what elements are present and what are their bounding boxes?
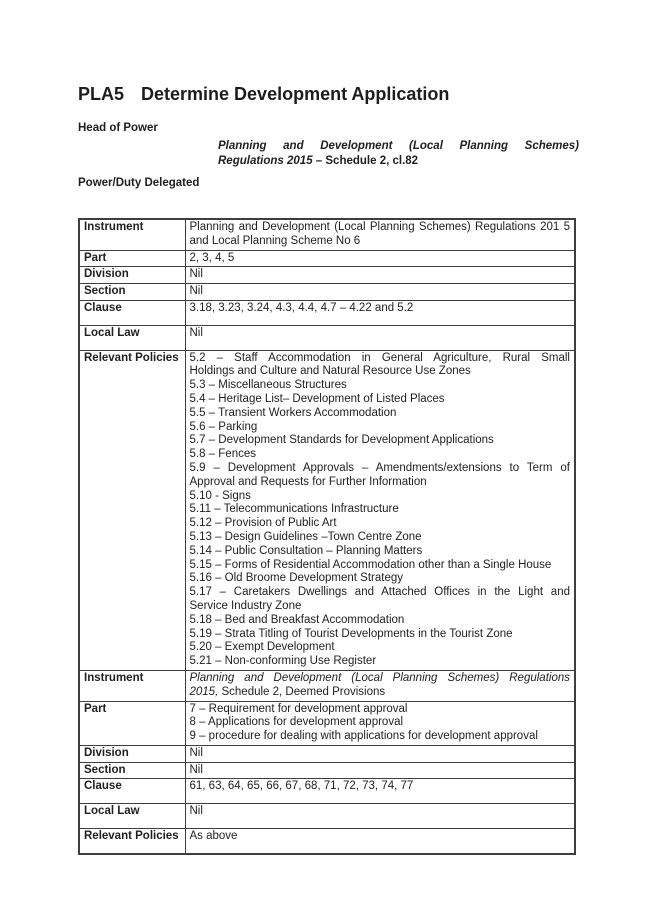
row-label: Relevant Policies [79, 350, 185, 670]
text-segment: 3.18, 3.23, 3.24, 4.3, 4.4, 4.7 – 4.22 and 5.2 [189, 301, 414, 314]
text-line [190, 672, 571, 686]
text-line [190, 302, 571, 316]
row-value [185, 745, 575, 762]
text-line [190, 641, 571, 655]
row-label: Instrument [79, 670, 185, 701]
text-segment: Nil [189, 268, 203, 281]
text-line [190, 407, 571, 421]
table-row [79, 701, 575, 745]
text-segment: 5.15 – Forms of Residential Accommodation other than a Single House [189, 558, 552, 571]
row-label: Part [79, 701, 185, 745]
text-segment: 9 – procedure for dealing with applications for development approval [189, 730, 538, 743]
text-line [190, 462, 571, 476]
text-line [190, 503, 571, 517]
row-label: Local Law [79, 804, 185, 829]
row-label: Clause [79, 779, 185, 804]
row-label: Division [79, 267, 185, 284]
text-segment: 5.20 – Exempt Development [189, 641, 335, 654]
table-row [79, 250, 575, 267]
row-label: Clause [79, 300, 185, 325]
blank-line [190, 316, 571, 324]
text-line [190, 805, 571, 819]
row-label: Section [79, 284, 185, 301]
table-row [79, 350, 575, 670]
text-line [190, 490, 571, 504]
table-row [79, 779, 575, 804]
text-line [190, 572, 571, 586]
row-value [185, 219, 575, 250]
blank-line [190, 844, 571, 852]
text-segment: 5.11 – Telecommunications Infrastructure [189, 503, 399, 516]
text-segment: 8 – Applications for development approval [189, 716, 404, 729]
text-line [190, 780, 571, 794]
procedure-title: Determine Development Application [141, 84, 450, 104]
row-label: Relevant Policies [79, 829, 185, 854]
text-segment: Nil [189, 326, 203, 339]
text-segment: 2015, [189, 685, 219, 698]
text-line [190, 379, 571, 393]
text-line [190, 393, 571, 407]
text-segment: 5.18 – Bed and Breakfast Accommodation [189, 613, 405, 626]
text-line [218, 154, 579, 169]
text-line [190, 830, 571, 844]
blank-line [190, 819, 571, 827]
text-segment: 5.21 – Non-conforming Use Register [189, 655, 377, 668]
text-segment: 5.7 – Development Standards for Development Applications [189, 434, 494, 447]
text-line [190, 586, 571, 600]
row-value [185, 325, 575, 350]
text-segment: 5.16 – Old Broome Development Strategy [189, 572, 404, 585]
text-line [190, 545, 571, 559]
row-value [185, 670, 575, 701]
power-duty-delegated-label: Power/Duty Delegated [78, 177, 200, 189]
text-segment: 5.3 – Miscellaneous Structures [189, 379, 347, 392]
row-value [185, 250, 575, 267]
table-row [79, 804, 575, 829]
text-segment: 5.17 – Caretakers Dwellings and Attached Offices in the Light and [189, 586, 570, 599]
row-value [185, 804, 575, 829]
row-value [185, 350, 575, 670]
row-label: Instrument [79, 219, 185, 250]
text-line [190, 365, 571, 379]
text-segment: – Schedule 2, cl.82 [312, 155, 419, 167]
text-line [190, 655, 571, 669]
table-row [79, 745, 575, 762]
text-segment: 5.13 – Design Guidelines –Town Centre Zone [189, 530, 422, 543]
text-segment: 5.8 – Fences [189, 448, 256, 461]
delegation-table [78, 218, 576, 855]
row-label: Section [79, 762, 185, 779]
table-row [79, 300, 575, 325]
text-line [190, 600, 571, 614]
text-line [190, 614, 571, 628]
text-line [190, 559, 571, 573]
text-segment: As above [189, 830, 238, 843]
text-line [190, 421, 571, 435]
text-segment: Service Industry Zone [189, 599, 302, 612]
table-row [79, 325, 575, 350]
text-line [190, 531, 571, 545]
text-line [190, 252, 571, 266]
text-segment: 5.4 – Heritage List– Development of Listed Places [189, 392, 445, 405]
text-line [190, 285, 571, 299]
row-label: Division [79, 745, 185, 762]
table-row [79, 284, 575, 301]
text-line [190, 476, 571, 490]
blank-line [190, 341, 571, 349]
table-row [79, 219, 575, 250]
row-value [185, 829, 575, 854]
text-segment: Planning and Development (Local Planning Schemes) [218, 140, 579, 152]
text-line [190, 628, 571, 642]
blank-line [190, 794, 571, 802]
text-segment: 7 – Requirement for development approval [189, 702, 408, 715]
row-value [185, 779, 575, 804]
text-segment: 5.10 - Signs [189, 489, 251, 502]
row-value [185, 762, 575, 779]
text-segment: 5.2 – Staff Accommodation in General Agriculture, Rural Small [189, 351, 570, 364]
text-segment: 5.12 – Provision of Public Art [189, 517, 337, 530]
text-segment: Nil [189, 285, 203, 298]
text-segment: Nil [189, 763, 203, 776]
text-segment: 5.14 – Public Consultation – Planning Matters [189, 544, 423, 557]
text-line [218, 139, 579, 154]
text-segment: Schedule 2, Deemed Provisions [218, 685, 386, 698]
text-segment: 5.9 – Development Approvals – Amendments/extensions to Term of [189, 461, 570, 474]
text-segment: Approval and Requests for Further Information [189, 475, 427, 488]
text-line [190, 686, 571, 700]
row-label: Local Law [79, 325, 185, 350]
text-segment: Planning and Development (Local Planning Schemes) Regulations [189, 671, 570, 684]
row-value [185, 284, 575, 301]
text-segment: 5.6 – Parking [189, 420, 258, 433]
text-line [190, 434, 571, 448]
text-segment: 2, 3, 4, 5 [189, 251, 235, 264]
text-line [190, 716, 571, 730]
text-line [190, 703, 571, 717]
text-segment: 5.5 – Transient Workers Accommodation [189, 406, 397, 419]
table-row [79, 762, 575, 779]
text-segment: 61, 63, 64, 65, 66, 67, 68, 71, 72, 73, 74, 77 [189, 780, 414, 793]
table-row [79, 670, 575, 701]
head-of-power-label: Head of Power [78, 122, 158, 134]
text-line [190, 747, 571, 761]
text-segment: Nil [189, 746, 203, 759]
row-value [185, 267, 575, 284]
text-segment: Regulations 2015 [218, 155, 313, 167]
text-segment: Holdings and Culture and Natural Resource Use Zones [189, 365, 471, 378]
row-value [185, 701, 575, 745]
text-line [190, 352, 571, 366]
text-line [190, 730, 571, 744]
text-line [190, 517, 571, 531]
text-line [190, 448, 571, 462]
text-line [190, 221, 571, 235]
text-line [190, 327, 571, 341]
page-title [78, 84, 449, 104]
text-segment: and Local Planning Scheme No 6 [189, 234, 361, 247]
table-row [79, 267, 575, 284]
row-label: Part [79, 250, 185, 267]
text-line [190, 235, 571, 249]
table-row [79, 829, 575, 854]
text-line [190, 764, 571, 778]
text-segment: Planning and Development (Local Planning Schemes) Regulations 201 5 [189, 221, 570, 233]
row-value [185, 300, 575, 325]
text-line [190, 268, 571, 282]
text-segment: 5.19 – Strata Titling of Tourist Developments in the Tourist Zone [189, 627, 513, 640]
head-of-power-reference [218, 139, 579, 169]
procedure-code: PLA5 [78, 84, 125, 104]
text-segment: Nil [189, 805, 203, 818]
